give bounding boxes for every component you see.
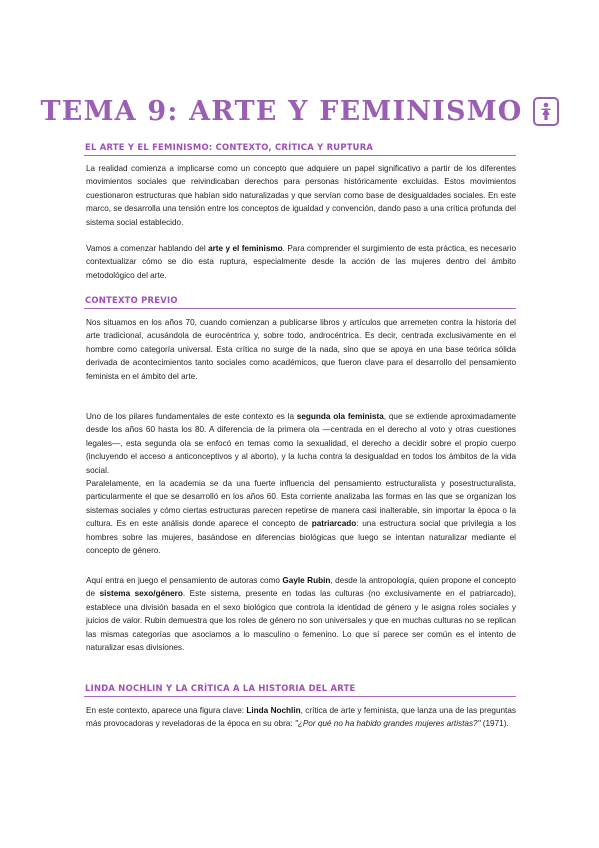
paragraph bbox=[86, 410, 516, 477]
section-heading bbox=[84, 294, 516, 309]
paragraph bbox=[86, 242, 516, 282]
paragraph bbox=[86, 704, 516, 731]
text-run: La realidad comienza a implicarse como un concepto que adquiere un papel significativo a partir de los diferentes movimientos sociales que reivindicaban derechos para personas históricamente excluidas. Estos movimientos cuestionaron estructuras que habían sido naturalizadas y que servían como base de desigualdades sociales. En este marco, se desarrolla una tensión entre los conceptos de igualdad y convención, dando paso a una crítica profunda del sistema social establecido. bbox=[86, 164, 516, 227]
text-run: Uno de los pilares fundamentales de este contexto es la bbox=[86, 412, 297, 421]
section-heading bbox=[84, 682, 516, 697]
section-heading-text: LINDA NOCHLIN Y LA CRÍTICA A LA HISTORIA DEL ARTE bbox=[85, 683, 356, 693]
section-heading bbox=[84, 141, 516, 156]
text-run: . Este sistema, presente en todas las culturas (no exclusivamente en el patriarcado), establece una división basada en el sexo biológico que controla la identidad de género y le asigna roles sociales y juicios de valor. Rubin demuestra que los roles de género no son universales y que en muchas culturas no se replican las mismas categorías que asociamos a lo masculino o femenino. Lo que sí parece ser común es el intento de naturalizar esas divisiones. bbox=[86, 589, 516, 653]
text-run: Aquí entra en juego el pensamiento de autoras como bbox=[86, 576, 283, 585]
text-run: , crítica de arte y feminista, que lanza una de las preguntas más provocadoras y reveladoras de la época en su obra: bbox=[86, 706, 516, 729]
bold-term: sistema sexo/género bbox=[99, 589, 183, 599]
paragraph bbox=[86, 574, 516, 655]
text-run: En este contexto, aparece una figura clave: bbox=[86, 706, 247, 715]
text-run: Nos situamos en los años 70, cuando comienzan a publicarse libros y artículos que arremeten contra la historia del arte tradicional, acusándola de eurocéntrica y, sobre todo, androcéntrica. Es decir, centrada exclusivamente en el hombre como categoría universal. Esta crítica no surge de la nada, sino que se apoya en una base teórica sólida derivada de acontecimientos tanto sociales como académicos, que fueron clave para el desarrollo del pensamiento feminista en el ámbito del arte. bbox=[86, 318, 516, 381]
paragraph bbox=[86, 477, 516, 558]
text-run: , que se extiende aproximadamente desde los años 60 hasta los 80. A diferencia de la primera ola —centrada en el derecho al voto y otras cuestiones legales—, esta segunda ola se enfocó en temas como la sexualidad, el derecho a decidir sobre el propio cuerpo (incluyendo el acceso a anticonceptivos y al aborto), y la lucha contra la desigualdad en todos los ámbitos de la vida social. bbox=[86, 412, 516, 475]
bold-term: patriarcado bbox=[311, 519, 357, 529]
text-run: Vamos a comenzar hablando del bbox=[86, 244, 209, 253]
bold-term: Linda Nochlin bbox=[246, 706, 301, 715]
bold-term: Gayle Rubin bbox=[282, 576, 331, 585]
woman-icon bbox=[533, 97, 559, 126]
bold-term: arte y el feminismo bbox=[208, 244, 283, 253]
section-heading-text: CONTEXTO PREVIO bbox=[85, 295, 178, 305]
paragraph bbox=[86, 162, 516, 229]
text-run: Paralelamente, en la academia se da una fuerte influencia del pensamiento estructuralista y posestructuralista, particularmente el que se desarrolló en los años 60. Esta corriente analizaba las formas en las que se organizan los sistemas sociales y cómo ciertas estructuras parecen repetirse de manera casi inalterable, sin importar la época o la cultura. Es en este análisis donde aparece el concepto de bbox=[86, 479, 516, 529]
text-run: (1971). bbox=[480, 719, 509, 729]
title-row bbox=[0, 96, 599, 127]
text-run: . Para comprender el surgimiento de esta práctica, es necesario contextualizar cómo se dio esta ruptura, especialmente desde la acción de las mujeres dentro del ámbito metodológico del arte. bbox=[86, 244, 516, 280]
text-run: : una estructura social que privilegia a los hombres sobre las mujeres, basándose en diferencias biológicas que luego se intentan naturalizar mediante el concepto de género. bbox=[86, 519, 516, 556]
page-title: TEMA 9: ARTE Y FEMINISMO bbox=[40, 96, 523, 127]
italic-quote: "¿Por qué no ha habido grandes mujeres artistas?" bbox=[294, 719, 481, 729]
section-heading-text: EL ARTE Y EL FEMINISMO: CONTEXTO, CRÍTICA Y RUPTURA bbox=[85, 142, 374, 152]
text-run: , desde la antropología, quien propone el concepto de bbox=[86, 576, 516, 599]
bold-term: segunda ola feminista bbox=[296, 412, 384, 421]
paragraph bbox=[86, 316, 516, 383]
